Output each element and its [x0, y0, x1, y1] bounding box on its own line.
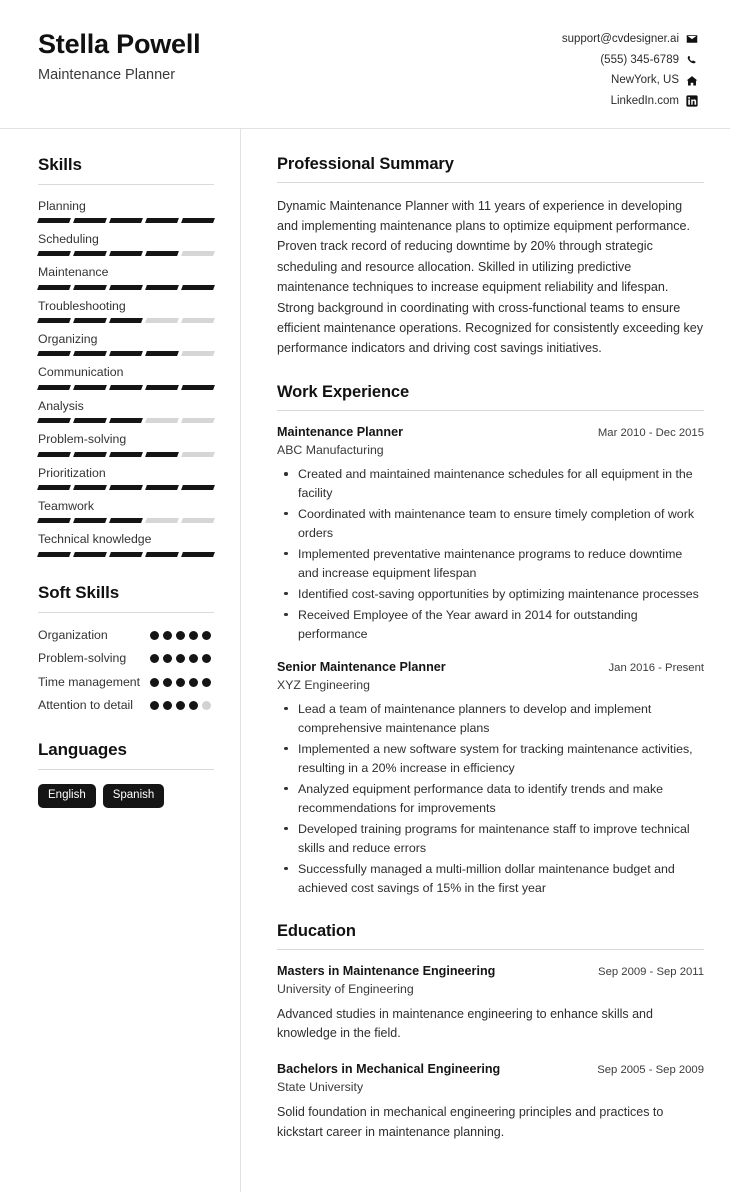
experience-bullet: Coordinated with maintenance team to ensure timely completion of work orders [277, 505, 704, 543]
skill-bar-segment [73, 285, 107, 290]
candidate-name: Stella Powell [38, 29, 201, 59]
soft-skills-section [38, 583, 214, 715]
skill-bar-segment [109, 418, 143, 423]
rating-dot [189, 678, 198, 687]
education-description: Solid foundation in mechanical engineering principles and practices to kickstart career in maintenance planning. [277, 1105, 664, 1139]
rating-dot [163, 701, 172, 710]
soft-skill-rating [150, 697, 214, 710]
skill-bar-segment [181, 385, 215, 390]
skill-label: Communication [38, 365, 124, 380]
skill-item [38, 532, 214, 556]
skill-label: Problem-solving [38, 432, 127, 447]
experience-entry [277, 659, 704, 898]
skill-label: Planning [38, 198, 86, 213]
skill-bar-segment [145, 552, 179, 557]
skill-bar-segment [37, 518, 71, 523]
skill-bar-segment [73, 518, 107, 523]
header-identity [38, 26, 200, 83]
experience-date-range: Jan 2016 - Present [608, 661, 704, 674]
skill-label: Technical knowledge [38, 532, 152, 547]
linkedin-icon [686, 95, 698, 107]
skill-bar-segment [145, 285, 179, 290]
rating-dot [176, 631, 185, 640]
language-tag-list [38, 784, 214, 808]
skill-bar-segment [109, 385, 143, 390]
contact-row[interactable] [611, 93, 698, 110]
contact-text: (555) 345-6789 [600, 53, 679, 66]
skill-bar-segment [181, 518, 215, 523]
work-experience-list [277, 424, 704, 898]
contact-row[interactable] [600, 52, 698, 69]
skill-level-bar [38, 518, 214, 523]
rating-dot [189, 654, 198, 663]
skill-bar-segment [109, 318, 143, 323]
skill-label: Scheduling [38, 232, 99, 247]
contact-text: NewYork, US [611, 74, 679, 87]
skill-level-bar [38, 285, 214, 290]
rating-dot [189, 701, 198, 710]
experience-bullet: Successfully managed a multi-million dollar maintenance budget and achieved cost savings of 15% in the first year [277, 860, 704, 898]
education-description: Advanced studies in maintenance engineering to enhance skills and knowledge in the field. [277, 1006, 653, 1041]
education-degree: Bachelors in Mechanical Engineering [277, 1061, 501, 1076]
experience-company: XYZ Engineering [277, 677, 370, 692]
experience-bullet-list [277, 465, 704, 644]
skill-bar-segment [37, 285, 71, 290]
contact-text: support@cvdesigner.ai [561, 33, 679, 45]
experience-bullet: Developed training programs for maintenance staff to improve technical skills and reduce errors [277, 820, 704, 858]
skill-bar-segment [145, 251, 179, 256]
rating-dot [176, 654, 185, 663]
skill-bar-segment [109, 351, 143, 356]
home-icon [686, 75, 698, 87]
skill-bar-segment [73, 318, 107, 323]
rating-dot [202, 654, 211, 663]
education-entry-header [277, 963, 704, 980]
education-date-range: Sep 2005 - Sep 2009 [597, 1063, 704, 1076]
experience-bullet: Lead a team of maintenance planners to develop and implement comprehensive maintenance plans [277, 700, 704, 738]
skill-bar-segment [109, 485, 143, 490]
phone-icon [686, 54, 698, 66]
experience-role: Senior Maintenance Planner [277, 659, 446, 674]
rating-dot [176, 678, 185, 687]
skill-level-bar [38, 351, 214, 356]
rating-dot [202, 678, 211, 687]
skill-bar-segment [145, 385, 179, 390]
skills-heading: Skills [38, 155, 214, 185]
envelope-icon [686, 33, 698, 45]
skill-bar-segment [145, 418, 179, 423]
education-entry-header [277, 1061, 704, 1078]
skill-bar-segment [73, 385, 107, 390]
skill-item [38, 265, 214, 289]
rating-dot [150, 631, 159, 640]
contact-list [562, 26, 698, 110]
skill-item [38, 499, 214, 523]
rating-dot [189, 631, 198, 640]
contact-row[interactable] [562, 31, 698, 48]
skill-bar-segment [37, 251, 71, 256]
experience-bullet: Received Employee of the Year award in 2014 for outstanding performance [277, 606, 704, 644]
skill-bar-segment [37, 351, 71, 356]
soft-skills-heading: Soft Skills [38, 583, 214, 613]
skill-bar-segment [37, 385, 71, 390]
skill-level-bar [38, 485, 214, 490]
skill-bar-segment [181, 485, 215, 490]
skill-item [38, 199, 214, 223]
skill-bar-segment [181, 251, 215, 256]
contact-text: LinkedIn.com [610, 95, 679, 108]
experience-bullet: Analyzed equipment performance data to identify trends and make recommendations for improvements [277, 780, 704, 818]
education-school: State University [277, 1079, 364, 1094]
skill-bar-segment [181, 318, 215, 323]
skill-bar-segment [73, 552, 107, 557]
professional-summary-text: Dynamic Maintenance Planner with 11 years of experience in developing and implementing maintenance plans to optimize equipment performance. Proven track record of reducing downtime by 20% through strategic scheduling and resource allocation. Skilled in utilizing predictive maintenance techniques to increase equipment reliability and lifespan. Strong background in coordinating with cross-functional teams to ensure efficient maintenance operations. Recognized for consistently exceeding key performance indicators and driving cost savings initiatives. [277, 198, 704, 356]
candidate-job-title: Maintenance Planner [38, 67, 176, 84]
soft-skill-label: Attention to detail [38, 698, 134, 712]
skill-level-bar [38, 318, 214, 323]
skill-bar-segment [145, 318, 179, 323]
skill-item [38, 299, 214, 323]
skill-bar-segment [73, 452, 107, 457]
skill-bar-segment [145, 218, 179, 223]
skill-bar-segment [109, 251, 143, 256]
rating-dot [176, 701, 185, 710]
rating-dot [202, 631, 211, 640]
skill-bar-segment [181, 552, 215, 557]
work-experience-heading: Work Experience [277, 383, 704, 411]
experience-bullet: Implemented preventative maintenance programs to reduce downtime and increase equipment lifespan [277, 545, 704, 583]
skill-bar-segment [37, 418, 71, 423]
education-heading: Education [277, 922, 704, 950]
skill-bar-segment [109, 552, 143, 557]
professional-summary-heading: Professional Summary [277, 155, 704, 183]
rating-dot [150, 654, 159, 663]
soft-skill-item [38, 697, 214, 714]
skill-label: Teamwork [38, 498, 95, 513]
skill-level-bar [38, 218, 214, 223]
skill-item [38, 466, 214, 490]
education-entry [277, 1061, 704, 1142]
experience-entry-header [277, 659, 704, 676]
skill-bar-segment [145, 351, 179, 356]
skill-bar-segment [73, 251, 107, 256]
education-degree: Masters in Maintenance Engineering [277, 963, 496, 978]
sidebar [0, 129, 241, 1192]
experience-entry-header [277, 424, 704, 441]
education-school: University of Engineering [277, 981, 414, 996]
experience-role: Maintenance Planner [277, 424, 403, 439]
skills-section [38, 155, 214, 557]
education-date-range: Sep 2009 - Sep 2011 [598, 965, 704, 978]
language-tag[interactable]: English [38, 784, 96, 808]
skill-bar-segment [145, 518, 179, 523]
skill-label: Maintenance [38, 265, 109, 280]
main-column [241, 129, 730, 1192]
resume-header [0, 0, 730, 129]
rating-dot [150, 678, 159, 687]
education-entry [277, 963, 704, 1044]
professional-summary-section [277, 155, 704, 359]
skill-bar-segment [37, 318, 71, 323]
skill-level-bar [38, 552, 214, 557]
skill-label: Prioritization [38, 465, 106, 480]
skill-bar-segment [145, 452, 179, 457]
skill-level-bar [38, 251, 214, 256]
soft-skill-label: Problem-solving [38, 651, 127, 666]
skill-label: Organizing [38, 332, 98, 347]
skill-bar-segment [181, 452, 215, 457]
skill-bar-segment [109, 452, 143, 457]
soft-skill-rating [150, 650, 214, 663]
skill-label: Troubleshooting [38, 298, 126, 313]
resume-body [0, 129, 730, 1192]
skill-bar-segment [37, 552, 71, 557]
skill-bar-segment [181, 351, 215, 356]
contact-row[interactable] [611, 72, 698, 89]
skill-bar-segment [73, 485, 107, 490]
soft-skill-label: Time management [38, 674, 141, 689]
experience-date-range: Mar 2010 - Dec 2015 [597, 426, 704, 439]
skill-level-bar [38, 452, 214, 457]
skill-bar-segment [109, 518, 143, 523]
rating-dot [150, 701, 159, 710]
skill-bar-segment [181, 285, 215, 290]
rating-dot [202, 701, 211, 710]
languages-section [38, 740, 214, 808]
skill-bar-segment [181, 218, 215, 223]
rating-dot [163, 654, 172, 663]
skill-item [38, 432, 214, 456]
soft-skill-rating [150, 627, 214, 640]
work-experience-section [277, 383, 704, 898]
soft-skills-list [38, 627, 214, 715]
skill-bar-segment [181, 418, 215, 423]
experience-company: ABC Manufacturing [277, 442, 384, 457]
skill-item [38, 232, 214, 256]
soft-skill-rating [150, 674, 214, 687]
skill-bar-segment [109, 218, 143, 223]
skill-bar-segment [37, 218, 71, 223]
skill-level-bar [38, 385, 214, 390]
soft-skill-item [38, 674, 214, 691]
experience-bullet: Created and maintained maintenance schedules for all equipment in the facility [277, 465, 704, 503]
skill-label: Analysis [38, 398, 84, 413]
soft-skill-label: Organization [38, 627, 108, 642]
experience-bullet: Identified cost-saving opportunities by optimizing maintenance processes [277, 585, 704, 604]
skill-level-bar [38, 418, 214, 423]
experience-entry [277, 424, 704, 644]
skill-bar-segment [37, 452, 71, 457]
skill-bar-segment [37, 485, 71, 490]
skill-bar-segment [73, 218, 107, 223]
rating-dot [163, 678, 172, 687]
languages-heading: Languages [38, 740, 214, 770]
soft-skill-item [38, 627, 214, 644]
experience-bullet-list [277, 700, 704, 898]
skills-list [38, 199, 214, 557]
skill-bar-segment [73, 418, 107, 423]
rating-dot [163, 631, 172, 640]
skill-item [38, 332, 214, 356]
soft-skill-item [38, 650, 214, 667]
education-list [277, 963, 704, 1142]
skill-bar-segment [109, 285, 143, 290]
education-section [277, 922, 704, 1142]
skill-item [38, 399, 214, 423]
skill-bar-segment [145, 485, 179, 490]
skill-item [38, 365, 214, 389]
language-tag[interactable]: Spanish [103, 784, 165, 808]
experience-bullet: Implemented a new software system for tracking maintenance activities, resulting in a 20% increase in efficiency [277, 740, 704, 778]
skill-bar-segment [73, 351, 107, 356]
